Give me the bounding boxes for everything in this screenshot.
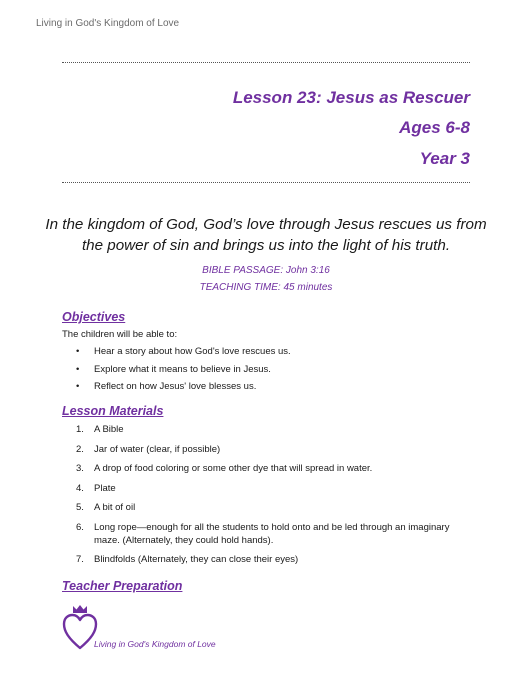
material-item — [72, 443, 462, 456]
objective-item — [72, 346, 291, 364]
list-number: 7. — [76, 554, 84, 565]
objectives-list — [72, 346, 291, 399]
material-text: Long rope—enough for all the students to hold onto and be led through an imaginary maze. (Alternately, they could hold hands). — [94, 521, 450, 546]
bullet-icon: • — [76, 346, 80, 357]
material-text: A bit of oil — [94, 502, 136, 513]
objective-text: Explore what it means to believe in Jesus. — [94, 363, 271, 375]
material-item — [72, 462, 462, 475]
bullet-icon: • — [76, 381, 80, 392]
list-number: 5. — [76, 502, 84, 513]
lesson-theme: In the kingdom of God, God’s love through Jesus rescues us from the power of sin and brings us into the light of his truth. — [45, 216, 487, 254]
material-text: A Bible — [94, 424, 124, 435]
divider-top — [62, 62, 470, 63]
material-item — [72, 501, 462, 514]
materials-list — [72, 423, 462, 573]
material-item — [72, 482, 462, 495]
list-number: 2. — [76, 443, 84, 455]
material-text: Jar of water (clear, if possible) — [94, 443, 221, 455]
objective-item — [72, 364, 291, 382]
material-item — [72, 553, 462, 566]
material-text: A drop of food coloring or some other dye that will spread in water. — [94, 463, 373, 474]
lesson-title: Lesson 23: Jesus as Rescuer — [232, 88, 470, 107]
materials-heading: Lesson Materials — [62, 404, 164, 418]
material-text: Plate — [94, 482, 116, 494]
bible-passage: BIBLE PASSAGE: John 3:16 — [202, 265, 330, 276]
divider-bottom — [62, 182, 470, 183]
list-number: 6. — [76, 521, 84, 533]
lesson-year: Year 3 — [419, 149, 470, 168]
objectives-intro: The children will be able to: — [62, 329, 178, 340]
footer-text: Living in God's Kingdom of Love — [94, 639, 216, 649]
crown-heart-icon — [62, 604, 98, 652]
teacher-prep-heading: Teacher Preparation — [62, 579, 183, 593]
objectives-heading: Objectives — [62, 310, 126, 324]
teaching-time: TEACHING TIME: 45 minutes — [199, 282, 333, 293]
lesson-ages: Ages 6-8 — [399, 118, 470, 137]
running-head: Living in God's Kingdom of Love — [36, 18, 180, 29]
material-item — [72, 521, 462, 547]
list-number: 3. — [76, 463, 84, 474]
material-text: Blindfolds (Alternately, they can close their eyes) — [94, 554, 299, 565]
objective-text: Reflect on how Jesus' love blesses us. — [94, 381, 257, 392]
list-number: 4. — [76, 482, 84, 494]
bullet-icon: • — [76, 363, 80, 375]
list-number: 1. — [76, 424, 84, 435]
objective-text: Hear a story about how God's love rescues us. — [94, 346, 291, 357]
objective-item — [72, 381, 291, 399]
material-item — [72, 423, 462, 436]
